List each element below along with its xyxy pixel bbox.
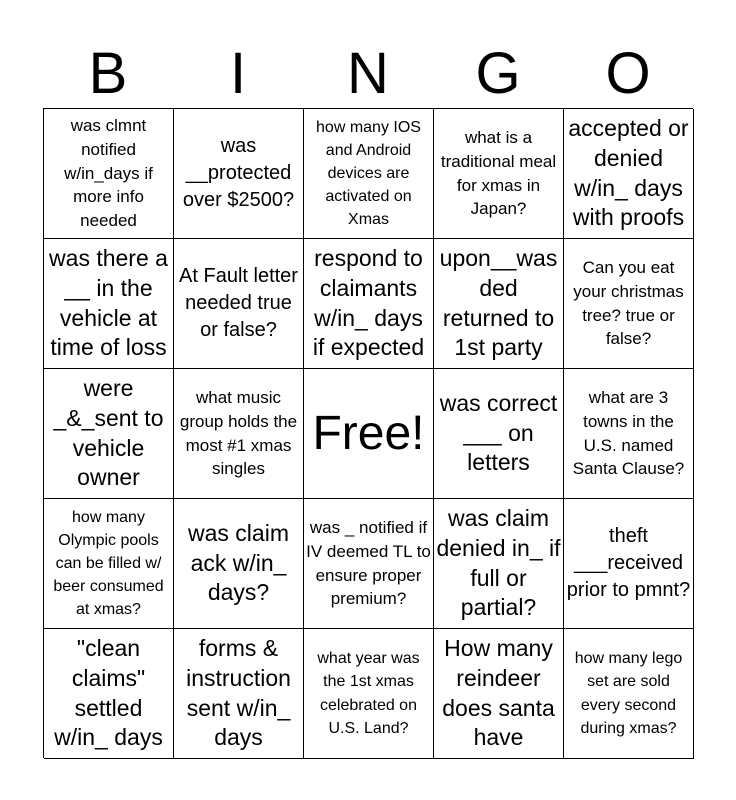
bingo-cell[interactable]	[434, 499, 564, 629]
bingo-cell-text: At Fault letter needed true or false?	[179, 265, 298, 341]
bingo-cell[interactable]	[564, 499, 694, 629]
bingo-cell-text: was claim ack w/in_ days?	[188, 519, 289, 606]
bingo-cell[interactable]	[304, 499, 434, 629]
bingo-cell-text: what are 3 towns in the U.S. named Santa Clause?	[572, 387, 685, 479]
bingo-cell[interactable]	[174, 239, 304, 369]
bingo-cell[interactable]	[174, 499, 304, 629]
bingo-cell[interactable]	[44, 109, 174, 239]
bingo-cell[interactable]	[44, 239, 174, 369]
bingo-cell-text: forms & instruction sent w/in_ days	[186, 634, 291, 751]
bingo-cell-text: what music group holds the most #1 xmas singles	[179, 387, 298, 479]
bingo-cell-text: were _&_sent to vehicle owner	[53, 374, 164, 491]
bingo-header	[43, 40, 693, 108]
bingo-board	[43, 108, 693, 758]
header-letter-b: B	[88, 41, 128, 106]
bingo-cell[interactable]	[564, 239, 694, 369]
bingo-cell-text: Can you eat your christmas tree? true or false?	[573, 257, 684, 349]
bingo-cell-text: How many reindeer does santa have	[442, 634, 555, 751]
bingo-cell[interactable]	[44, 369, 174, 499]
bingo-cell-text: was claim denied in_ if full or partial?	[436, 504, 561, 621]
bingo-cell[interactable]	[564, 109, 694, 239]
bingo-cell-text: what year was the 1st xmas celebrated on U.S. Land?	[317, 650, 420, 737]
bingo-cell[interactable]	[304, 239, 434, 369]
bingo-cell[interactable]	[304, 629, 434, 759]
bingo-cell[interactable]	[174, 109, 304, 239]
header-letter-i: I	[229, 41, 247, 106]
header-letter-g: G	[475, 41, 521, 106]
bingo-cell-text: upon__was ded returned to 1st party	[439, 244, 558, 361]
bingo-cell[interactable]	[304, 109, 434, 239]
bingo-cell[interactable]	[174, 629, 304, 759]
bingo-cell[interactable]	[564, 629, 694, 759]
bingo-cell-text: was correct ___ on letters	[439, 389, 558, 476]
bingo-cell[interactable]	[434, 629, 564, 759]
bingo-cell-text: theft ___received prior to pmnt?	[566, 525, 691, 601]
bingo-free-space[interactable]	[304, 369, 434, 499]
bingo-cell-text: how many Olympic pools can be filled w/ beer consumed at xmas?	[53, 508, 164, 619]
bingo-cell-text: how many lego set are sold every second during xmas?	[574, 650, 683, 737]
bingo-cell-text: was _ notified if IV deemed TL to ensure proper premium?	[306, 517, 431, 609]
bingo-cell-text: respond to claimants w/in_ days if expected	[312, 244, 425, 361]
header-letter-o: O	[605, 41, 651, 106]
bingo-cell[interactable]	[434, 239, 564, 369]
bingo-cell-text: was there a __ in the vehicle at time of loss	[49, 244, 168, 361]
bingo-cell[interactable]	[44, 629, 174, 759]
bingo-cell-text: what is a traditional meal for xmas in Japan?	[440, 127, 557, 219]
bingo-cell-text: was clmnt notified w/in_days if more info needed	[64, 116, 153, 231]
bingo-cell[interactable]	[44, 499, 174, 629]
bingo-cell[interactable]	[564, 369, 694, 499]
bingo-cell-text: how many IOS and Android devices are activated on Xmas	[316, 118, 421, 229]
bingo-cell-text: was __protected over $2500?	[182, 135, 295, 211]
free-space-text: Free!	[312, 406, 425, 460]
header-letter-n: N	[347, 41, 389, 106]
bingo-cell[interactable]	[174, 369, 304, 499]
bingo-cell-text: "clean claims" settled w/in_ days	[54, 634, 163, 751]
bingo-cell-text: accepted or denied w/in_ days with proofs	[568, 114, 689, 231]
bingo-cell[interactable]	[434, 369, 564, 499]
bingo-cell[interactable]	[434, 109, 564, 239]
